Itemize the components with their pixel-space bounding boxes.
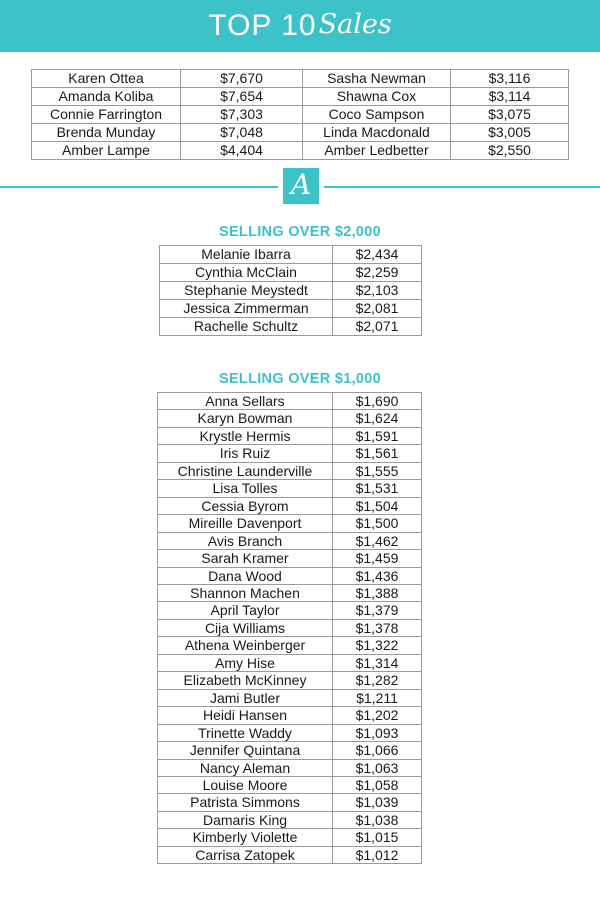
table-row bbox=[158, 776, 422, 793]
seller-amount: $1,531 bbox=[333, 480, 422, 497]
seller-amount: $1,058 bbox=[333, 776, 422, 793]
seller-name: Dana Wood bbox=[158, 567, 333, 584]
seller-name: Damaris King bbox=[158, 811, 333, 828]
seller-name: April Taylor bbox=[158, 602, 333, 619]
table-row bbox=[160, 246, 422, 264]
seller-name: Amy Hise bbox=[158, 654, 333, 671]
table-row bbox=[160, 300, 422, 318]
seller-amount: $1,093 bbox=[333, 724, 422, 741]
seller-name: Melanie Ibarra bbox=[160, 246, 333, 264]
table-row bbox=[32, 106, 569, 124]
seller-name: Christine Launderville bbox=[158, 462, 333, 479]
over-2000-table bbox=[159, 245, 422, 336]
seller-amount: $1,379 bbox=[333, 602, 422, 619]
seller-name: Anna Sellars bbox=[158, 393, 333, 410]
table-row bbox=[160, 282, 422, 300]
seller-amount: $2,259 bbox=[333, 264, 422, 282]
table-row bbox=[158, 445, 422, 462]
seller-amount: $1,314 bbox=[333, 654, 422, 671]
table-row bbox=[158, 619, 422, 636]
seller-amount: $1,591 bbox=[333, 427, 422, 444]
seller-name: Krystle Hermis bbox=[158, 427, 333, 444]
table-row bbox=[158, 742, 422, 759]
page-title: TOP 10 bbox=[208, 9, 317, 42]
seller-amount: $2,550 bbox=[451, 142, 569, 160]
seller-amount: $7,303 bbox=[181, 106, 303, 124]
table-row bbox=[158, 811, 422, 828]
header-banner bbox=[0, 0, 600, 52]
seller-name: Brenda Munday bbox=[32, 124, 181, 142]
seller-amount: $1,504 bbox=[333, 497, 422, 514]
table-row bbox=[158, 637, 422, 654]
seller-name: Jessica Zimmerman bbox=[160, 300, 333, 318]
over-1000-title: SELLING OVER $1,000 bbox=[218, 371, 382, 387]
seller-name: Amanda Koliba bbox=[32, 88, 181, 106]
seller-name: Shawna Cox bbox=[303, 88, 451, 106]
seller-name: Sasha Newman bbox=[303, 70, 451, 88]
seller-amount: $3,075 bbox=[451, 106, 569, 124]
seller-name: Lisa Tolles bbox=[158, 480, 333, 497]
seller-amount: $1,436 bbox=[333, 567, 422, 584]
seller-amount: $3,114 bbox=[451, 88, 569, 106]
table-row bbox=[32, 142, 569, 160]
over-1000-table bbox=[157, 392, 422, 864]
table-row bbox=[158, 567, 422, 584]
seller-amount: $2,081 bbox=[333, 300, 422, 318]
seller-amount: $1,555 bbox=[333, 462, 422, 479]
table-row bbox=[158, 654, 422, 671]
over-2000-body bbox=[160, 246, 422, 336]
seller-name: Karen Ottea bbox=[32, 70, 181, 88]
seller-amount: $1,066 bbox=[333, 742, 422, 759]
seller-name: Mireille Davenport bbox=[158, 515, 333, 532]
seller-name: Carrisa Zatopek bbox=[158, 846, 333, 863]
seller-amount: $4,404 bbox=[181, 142, 303, 160]
table-row bbox=[158, 794, 422, 811]
seller-name: Karyn Bowman bbox=[158, 410, 333, 427]
seller-name: Kimberly Violette bbox=[158, 829, 333, 846]
seller-amount: $1,462 bbox=[333, 532, 422, 549]
table-row bbox=[158, 584, 422, 601]
seller-amount: $1,322 bbox=[333, 637, 422, 654]
seller-name: Elizabeth McKinney bbox=[158, 672, 333, 689]
seller-amount: $2,071 bbox=[333, 318, 422, 336]
table-row bbox=[158, 532, 422, 549]
top10-body bbox=[32, 70, 569, 160]
seller-amount: $2,103 bbox=[333, 282, 422, 300]
table-row bbox=[32, 70, 569, 88]
table-row bbox=[158, 689, 422, 706]
seller-name: Nancy Aleman bbox=[158, 759, 333, 776]
seller-amount: $3,005 bbox=[451, 124, 569, 142]
seller-amount: $1,211 bbox=[333, 689, 422, 706]
table-row bbox=[158, 724, 422, 741]
seller-name: Amber Lampe bbox=[32, 142, 181, 160]
seller-name: Jami Butler bbox=[158, 689, 333, 706]
seller-amount: $1,202 bbox=[333, 707, 422, 724]
seller-name: Jennifer Quintana bbox=[158, 742, 333, 759]
table-row bbox=[158, 480, 422, 497]
seller-name: Shannon Machen bbox=[158, 584, 333, 601]
table-row bbox=[158, 393, 422, 410]
over-2000-title: SELLING OVER $2,000 bbox=[218, 224, 382, 240]
seller-name: Cynthia McClain bbox=[160, 264, 333, 282]
table-row bbox=[158, 550, 422, 567]
over-1000-body bbox=[158, 393, 422, 864]
top10-table bbox=[31, 69, 569, 160]
seller-name: Heidi Hansen bbox=[158, 707, 333, 724]
table-row bbox=[158, 707, 422, 724]
table-row bbox=[158, 829, 422, 846]
table-row bbox=[158, 759, 422, 776]
seller-name: Amber Ledbetter bbox=[303, 142, 451, 160]
seller-amount: $1,282 bbox=[333, 672, 422, 689]
table-row bbox=[158, 846, 422, 863]
seller-amount: $7,654 bbox=[181, 88, 303, 106]
seller-name: Rachelle Schultz bbox=[160, 318, 333, 336]
seller-amount: $1,038 bbox=[333, 811, 422, 828]
seller-name: Louise Moore bbox=[158, 776, 333, 793]
seller-amount: $1,388 bbox=[333, 584, 422, 601]
seller-amount: $1,015 bbox=[333, 829, 422, 846]
seller-amount: $1,500 bbox=[333, 515, 422, 532]
seller-name: Connie Farrington bbox=[32, 106, 181, 124]
seller-amount: $1,039 bbox=[333, 794, 422, 811]
page-title-script: Sales bbox=[318, 8, 392, 40]
table-row bbox=[158, 427, 422, 444]
table-row bbox=[158, 410, 422, 427]
seller-amount: $7,670 bbox=[181, 70, 303, 88]
seller-amount: $1,063 bbox=[333, 759, 422, 776]
seller-name: Trinette Waddy bbox=[158, 724, 333, 741]
table-row bbox=[32, 88, 569, 106]
table-row bbox=[158, 602, 422, 619]
seller-name: Iris Ruiz bbox=[158, 445, 333, 462]
seller-amount: $7,048 bbox=[181, 124, 303, 142]
seller-name: Avis Branch bbox=[158, 532, 333, 549]
seller-name: Cessia Byrom bbox=[158, 497, 333, 514]
table-row bbox=[158, 462, 422, 479]
seller-amount: $2,434 bbox=[333, 246, 422, 264]
seller-name: Athena Weinberger bbox=[158, 637, 333, 654]
logo-glyph: A bbox=[290, 168, 312, 201]
table-row bbox=[158, 497, 422, 514]
table-row bbox=[32, 124, 569, 142]
seller-name: Cija Williams bbox=[158, 619, 333, 636]
table-row bbox=[160, 264, 422, 282]
seller-name: Coco Sampson bbox=[303, 106, 451, 124]
seller-amount: $1,624 bbox=[333, 410, 422, 427]
seller-amount: $1,690 bbox=[333, 393, 422, 410]
seller-name: Sarah Kramer bbox=[158, 550, 333, 567]
seller-amount: $1,012 bbox=[333, 846, 422, 863]
seller-amount: $1,561 bbox=[333, 445, 422, 462]
seller-amount: $1,459 bbox=[333, 550, 422, 567]
table-row bbox=[160, 318, 422, 336]
seller-amount: $3,116 bbox=[451, 70, 569, 88]
seller-name: Stephanie Meystedt bbox=[160, 282, 333, 300]
table-row bbox=[158, 515, 422, 532]
brand-logo-icon bbox=[283, 168, 319, 204]
seller-name: Linda Macdonald bbox=[303, 124, 451, 142]
seller-amount: $1,378 bbox=[333, 619, 422, 636]
seller-name: Patrista Simmons bbox=[158, 794, 333, 811]
table-row bbox=[158, 672, 422, 689]
